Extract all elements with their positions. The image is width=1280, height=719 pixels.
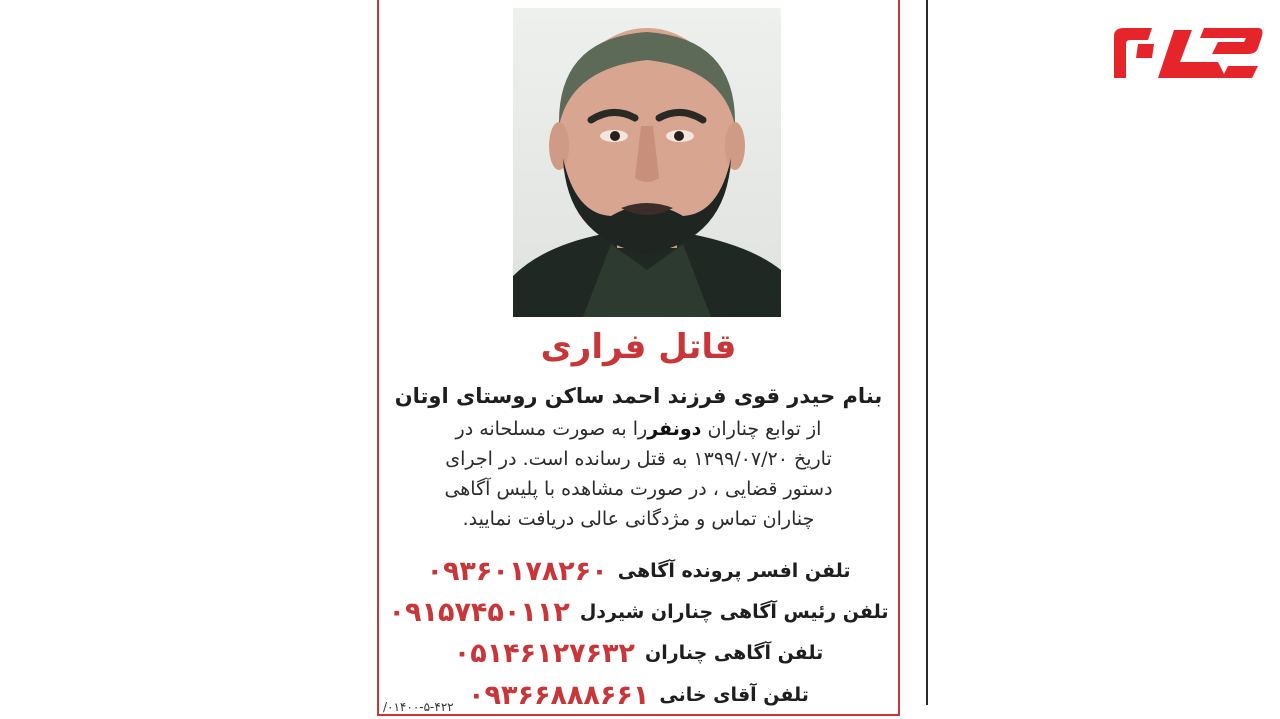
phone-label: تلفن آگاهی چناران	[645, 642, 824, 664]
body-line-3: دستور قضایی ، در صورت مشاهده با پلیس آگاهی	[444, 478, 833, 500]
phone-number: ۰۵۱۴۶۱۲۷۶۳۲	[453, 637, 636, 669]
body-line-2: تاریخ ۱۳۹۹/۰۷/۲۰ به قتل رسانده است. در اجرای	[445, 448, 832, 470]
page-divider	[926, 0, 928, 705]
poster-body	[401, 414, 876, 534]
phone-row-case-officer	[379, 552, 898, 590]
phone-number: ۰۹۳۶۰۱۷۸۲۶۰	[426, 555, 608, 587]
phone-number: ۰۹۱۵۷۴۵۰۱۱۲	[388, 596, 570, 628]
poster-title: قاتل فراری	[540, 327, 737, 367]
body-line-1: از توابع چناران دونفررا به صورت مسلحانه در	[455, 418, 822, 440]
poster-subtitle: بنام حیدر قوی فرزند احمد ساکن روستای اوتان	[394, 384, 883, 408]
phone-number: ۰۹۳۶۶۸۸۸۶۶۱	[468, 679, 650, 711]
rokna-logo-icon[interactable]	[1108, 24, 1264, 84]
phone-label: تلفن آقای خانی	[659, 684, 809, 706]
phone-row-khani	[379, 676, 898, 714]
suspect-photo	[513, 8, 781, 317]
suspect-photo-icon	[513, 8, 781, 317]
reference-code: /۰۱۴۰۰-۵-۴۲۲	[383, 700, 454, 714]
phone-row-chief	[379, 593, 898, 631]
body-line-4: چناران تماس و مژدگانی عالی دریافت نمایید.	[462, 508, 815, 530]
phone-row-office	[379, 634, 898, 672]
phone-label: تلفن رئیس آگاهی چناران شیردل	[579, 601, 889, 623]
wanted-poster	[377, 0, 900, 716]
phone-label: تلفن افسر پرونده آگاهی	[617, 560, 851, 582]
